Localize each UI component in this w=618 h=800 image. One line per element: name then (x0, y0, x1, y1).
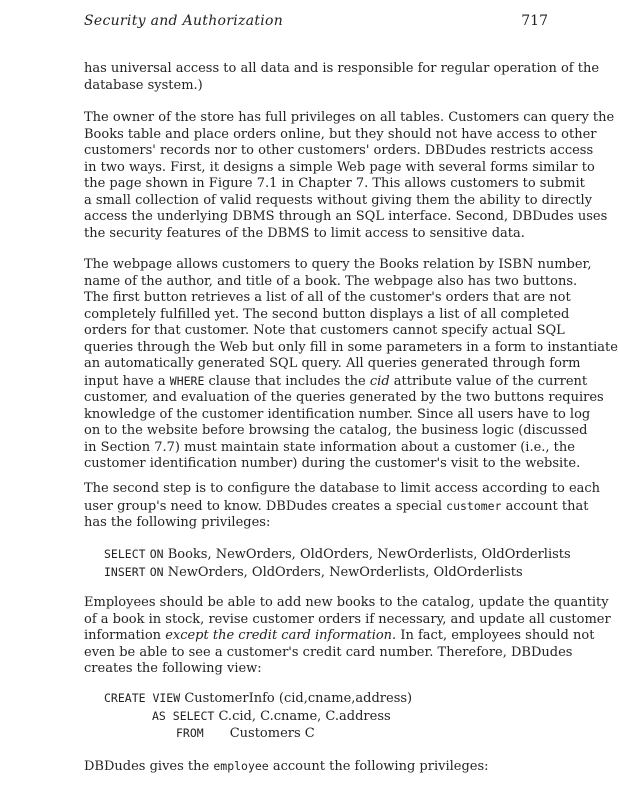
text-line: Employees should be able to add new books to the catalog, update the quantity (84, 595, 609, 610)
sql-keyword: FROM (176, 726, 204, 740)
text-fragment: user group's need to know. DBDudes creates a special (84, 498, 447, 514)
emphasis-cid: cid (369, 373, 390, 389)
text-line: queries through the Web but only fill in some parameters in a form to instantiate (84, 339, 618, 355)
text-line: an automatically generated SQL query. All queries generated through form (84, 356, 581, 371)
sql-text: Customers C (229, 726, 315, 741)
paragraph-3 (84, 257, 618, 473)
text-line: The owner of the store has full privileges on all tables. Customers can query the (84, 110, 615, 125)
sql-text: CustomerInfo (cid,cname,address) (184, 691, 413, 706)
code-where: WHERE (169, 373, 205, 388)
text-line: has universal access to all data and is responsible for regular operation of the (84, 61, 600, 76)
text-line: database system.) (84, 77, 203, 93)
text-fragment: input have a (84, 373, 170, 389)
text-fragment: account that (501, 498, 589, 514)
sql-view-block (104, 690, 544, 743)
text-line: on to the website before browsing the catalog, the business logic (discussed (84, 423, 588, 438)
code-customer: customer (446, 498, 502, 513)
text-line: The first button retrieves a list of all of the customer's orders that are not (84, 290, 571, 305)
sql-keyword: SELECT (104, 547, 146, 561)
text-line: in Section 7.7) must maintain state information about a customer (i.e., the (84, 439, 575, 455)
text-line: completely fulfilled yet. The second button displays a list of all completed (84, 306, 570, 322)
text-line: creates the following view: (84, 661, 262, 676)
page-number: 717 (521, 13, 548, 29)
text-fragment: clause that includes the (204, 373, 370, 389)
sql-line (104, 564, 544, 582)
text-line: name of the author, and title of a book. The webpage also has two buttons. (84, 273, 578, 289)
sql-text: NewOrders, OldOrders, NewOrderlists, OldOrderlists (167, 564, 523, 580)
text-fragment: attribute value of the current (389, 373, 588, 389)
text-fragment: information (84, 628, 166, 643)
text-line: access the underlying DBMS through an SQL interface. Second, DBDudes uses (84, 209, 608, 224)
text-line (84, 498, 589, 516)
sql-line (104, 708, 544, 726)
emphasis-credit-card: except the credit card information. (165, 628, 397, 643)
text-line: a small collection of valid requests without giving them the ability to directly (84, 192, 593, 208)
sql-keyword: ON (149, 547, 164, 561)
sql-keyword: INSERT (104, 564, 146, 579)
text-line: customer, and evaluation of the queries generated by the two buttons requires (84, 390, 604, 405)
paragraph-2 (84, 110, 615, 242)
text-line: the security features of the DBMS to limit access to sensitive data. (84, 225, 525, 241)
paragraph-5 (84, 595, 611, 678)
text-line (84, 628, 595, 645)
sql-line (104, 690, 544, 708)
code-employee: employee (213, 759, 269, 773)
sql-keyword: ON (149, 564, 164, 579)
text-line: knowledge of the customer identification number. Since all users have to log (84, 406, 591, 422)
text-line: even be able to see a customer's credit card number. Therefore, DBDudes (84, 644, 573, 660)
sql-text: C.cid, C.cname, C.address (218, 708, 391, 724)
text-fragment: DBDudes gives the (84, 759, 214, 774)
text-line: Books table and place orders online, but they should not have access to other (84, 126, 597, 142)
sql-line (104, 725, 544, 743)
sql-keyword: CREATE VIEW (104, 691, 181, 705)
text-line: of a book in stock, revise customer orders if necessary, and update all customer (84, 611, 611, 627)
paragraph-6 (84, 758, 550, 776)
running-title: Security and Authorization (84, 13, 284, 29)
sql-text: Books, NewOrders, OldOrders, NewOrderlists, OldOrderlists (167, 547, 571, 562)
text-line: orders for that customer. Note that customers cannot specify actual SQL (84, 323, 565, 338)
sql-line (104, 546, 571, 564)
text-line: customers' records nor to other customers' orders. DBDudes restricts access (84, 143, 594, 158)
sql-privileges-block (104, 546, 571, 581)
text-line (84, 758, 550, 776)
sql-keyword: AS SELECT (152, 708, 215, 723)
text-line: the page shown in Figure 7.1 in Chapter 7. This allows customers to submit (84, 176, 585, 191)
text-line: The second step is to configure the database to limit access according to each (84, 481, 601, 496)
paragraph-4 (84, 481, 601, 532)
text-line: customer identification number) during the customer's visit to the website. (84, 456, 581, 471)
page-header (84, 13, 548, 33)
paragraph-1 (84, 61, 600, 94)
text-line: The webpage allows customers to query the Books relation by ISBN number, (84, 257, 592, 272)
text-line: has the following privileges: (84, 515, 271, 530)
text-line: in two ways. First, it designs a simple Web page with several forms similar to (84, 159, 595, 175)
text-fragment: account the following privileges: (268, 759, 489, 774)
text-fragment: In fact, employees should not (396, 628, 595, 643)
text-line (84, 373, 588, 391)
